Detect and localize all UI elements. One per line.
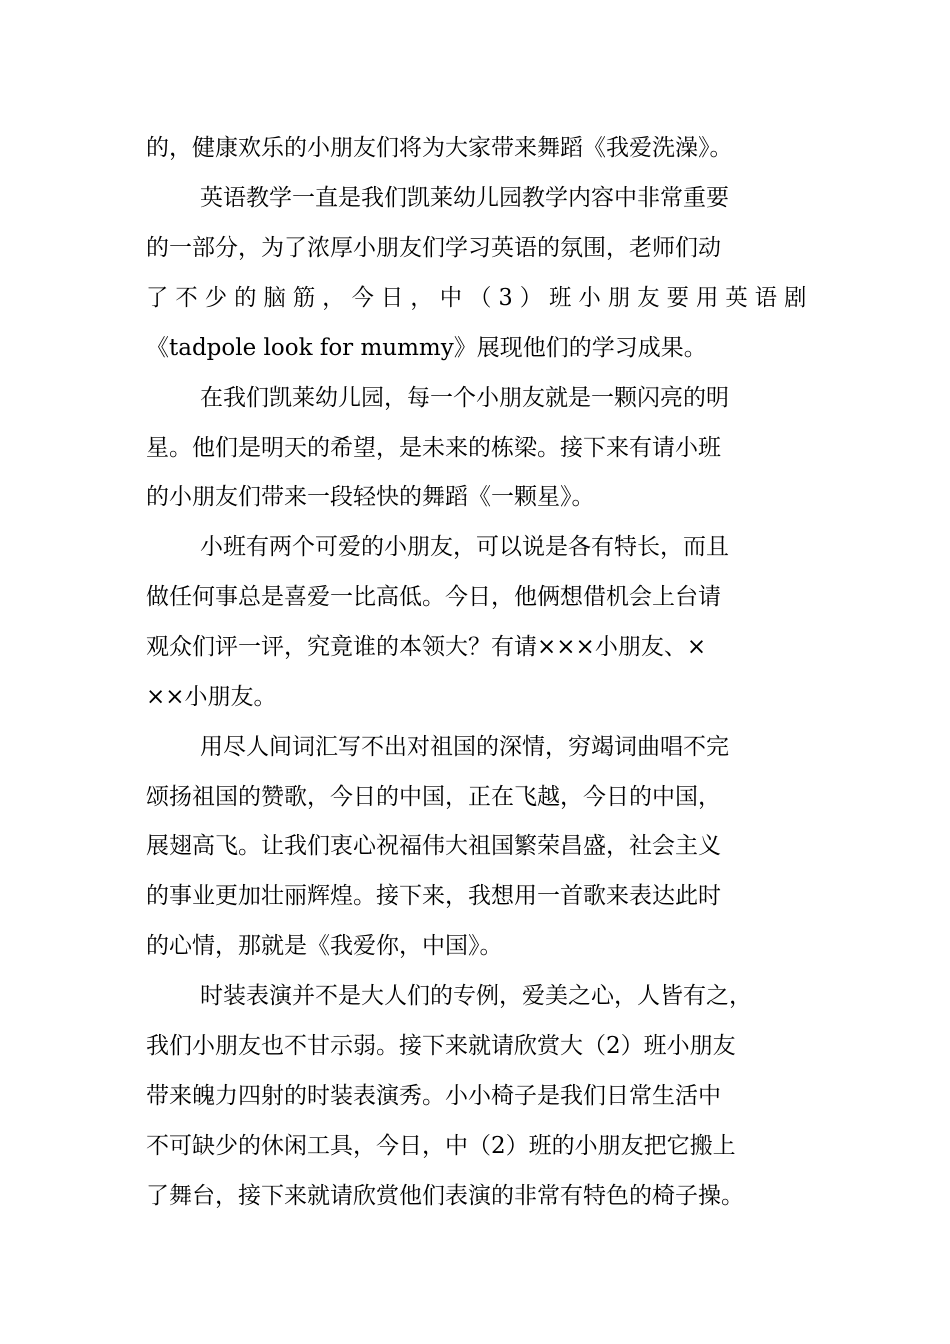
paragraph-start: 在我们凯莱幼儿园，每一个小朋友就是一颗闪亮的明 xyxy=(200,385,729,411)
text-line: 颂扬祖国的赞歌，今日的中国，正在飞越，今日的中国， xyxy=(146,784,721,810)
text-line: 了舞台，接下来就请欣赏他们表演的非常有特色的椅子操。 xyxy=(146,1183,744,1209)
text-line: 的事业更加壮丽辉煌。接下来，我想用一首歌来表达此时 xyxy=(146,883,721,909)
text-line: 不可缺少的休闲工具，今日，中（2）班的小朋友把它搬上 xyxy=(146,1133,736,1159)
text-line: 《tadpole look for mummy》展现他们的学习成果。 xyxy=(146,335,707,361)
paragraph-start: 英语教学一直是我们凯莱幼儿园教学内容中非常重要 xyxy=(200,185,729,211)
text-line: 了 不 少 的 脑 筋 ， 今 日 ， 中 （ 3 ） 班 小 朋 友 要 用 英 语 剧 xyxy=(146,285,807,311)
text-line: 展翅高飞。让我们衷心祝福伟大祖国繁荣昌盛，社会主义 xyxy=(146,833,721,859)
text-line: 的，健康欢乐的小朋友们将为大家带来舞蹈《我爱洗澡》。 xyxy=(146,135,733,161)
text-line: 做任何事总是喜爱一比高低。今日，他俩想借机会上台请 xyxy=(146,584,721,610)
text-line: ××小朋友。 xyxy=(146,684,277,710)
paragraph-start: 小班有两个可爱的小朋友，可以说是各有特长，而且 xyxy=(200,534,729,560)
text-line: 观众们评一评，究竟谁的本领大？有请×××小朋友、× xyxy=(146,634,707,660)
text-line: 的心情，那就是《我爱你，中国》。 xyxy=(146,933,503,959)
text-line: 的小朋友们带来一段轻快的舞蹈《一颗星》。 xyxy=(146,484,595,510)
text-line: 星。他们是明天的希望，是未来的栋梁。接下来有请小班 xyxy=(146,435,721,461)
text-line: 我们小朋友也不甘示弱。接下来就请欣赏大（2）班小朋友 xyxy=(146,1033,736,1059)
paragraph-start: 用尽人间词汇写不出对祖国的深情，穷竭词曲唱不完 xyxy=(200,734,729,760)
text-line: 的一部分，为了浓厚小朋友们学习英语的氛围，老师们动 xyxy=(146,235,721,261)
paragraph-start: 时装表演并不是大人们的专例，爱美之心，人皆有之， xyxy=(200,983,752,1009)
text-line: 带来魄力四射的时装表演秀。小小椅子是我们日常生活中 xyxy=(146,1083,721,1109)
